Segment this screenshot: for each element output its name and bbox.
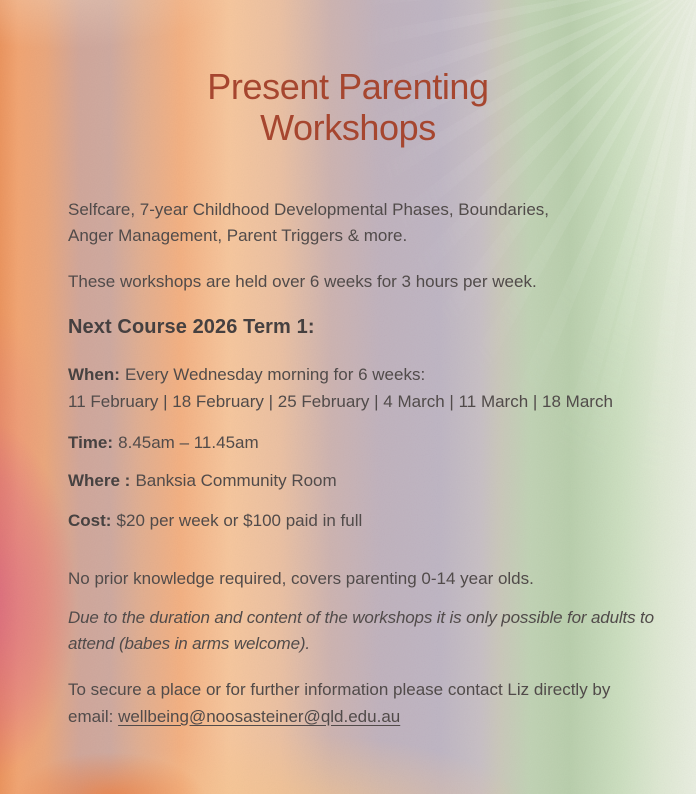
cost-label: Cost: bbox=[68, 510, 112, 530]
adults-note-line-2: attend (babes in arms welcome). bbox=[68, 634, 310, 654]
intro-line-2: Anger Management, Parent Triggers & more. bbox=[68, 226, 408, 246]
contact-paragraph bbox=[68, 677, 628, 730]
contact-line-1: To secure a place or for further information please contact Liz directly by bbox=[68, 680, 611, 700]
intro-paragraph bbox=[68, 197, 628, 250]
time-label: Time: bbox=[68, 433, 114, 453]
cost-text: $20 per week or $100 paid in full bbox=[116, 510, 363, 530]
email-link[interactable]: wellbeing@noosasteiner@qld.edu.au bbox=[118, 706, 401, 726]
time-text: 8.45am – 11.45am bbox=[118, 433, 259, 453]
course-heading: Next Course 2026 Term 1: bbox=[68, 316, 315, 339]
contact-line-2 bbox=[68, 704, 628, 730]
knowledge-note: No prior knowledge required, covers parenting 0-14 year olds. bbox=[68, 569, 534, 589]
when-line bbox=[68, 362, 628, 388]
time-detail bbox=[68, 430, 628, 456]
adults-note-line-1: Due to the duration and content of the workshops it is only possible for adults to bbox=[68, 607, 654, 627]
when-dates: 11 February | 18 February | 25 February | 4 March | 11 March | 18 March bbox=[68, 391, 613, 411]
cost-detail bbox=[68, 508, 628, 534]
title-line-2: Workshops bbox=[260, 107, 436, 148]
when-detail bbox=[68, 362, 628, 415]
contact-email-prefix: email: bbox=[68, 706, 119, 726]
when-text: Every Wednesday morning for 6 weeks: bbox=[125, 365, 426, 385]
duration-note: These workshops are held over 6 weeks for 3 hours per week. bbox=[68, 271, 537, 291]
where-detail bbox=[68, 468, 628, 494]
where-text: Banksia Community Room bbox=[135, 471, 337, 491]
page-title bbox=[68, 66, 628, 148]
when-label: When: bbox=[68, 365, 120, 385]
intro-line-1: Selfcare, 7-year Childhood Developmental Phases, Boundaries, bbox=[68, 200, 549, 219]
where-label: Where : bbox=[68, 471, 131, 491]
adults-note bbox=[68, 605, 654, 658]
title-line-1: Present Parenting bbox=[207, 66, 489, 107]
